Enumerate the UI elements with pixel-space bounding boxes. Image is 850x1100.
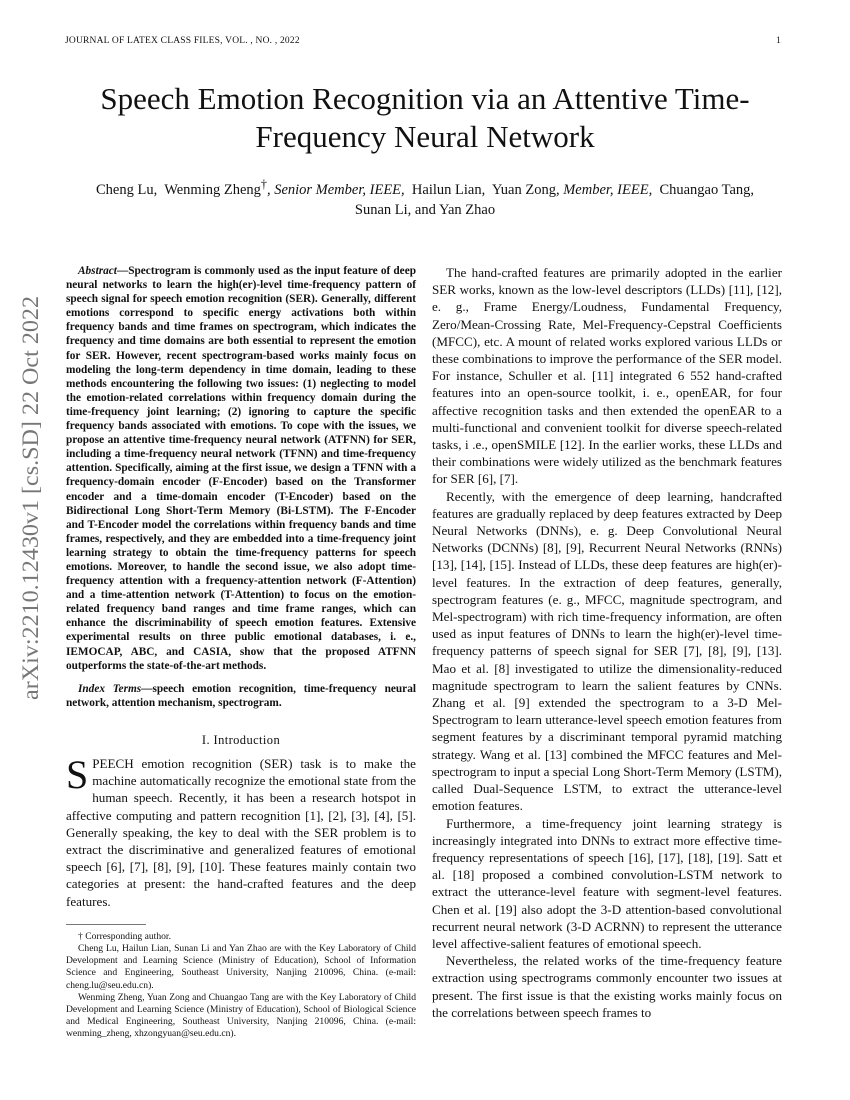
author-affiliation: , Senior Member, IEEE, (266, 181, 405, 198)
author-affiliation: Member, IEEE, (563, 181, 653, 198)
left-column (66, 264, 416, 1041)
paper-title: Speech Emotion Recognition via an Attentive Time-Frequency Neural Network (100, 81, 750, 154)
arxiv-stamp-text: arXiv:2210.12430v1 [cs.SD] 22 Oct 2022 (18, 305, 44, 700)
index-terms-text: —speech emotion recognition, time-frequency neural network, attention mechanism, spectrogram. (66, 682, 416, 709)
body-paragraph: The hand-crafted features are primarily adopted in the earlier SER works, known as the low-level descriptors (LLDs) [11], [12], e. g., Frame Energy/Loudness, Fundamental Frequency, Zero/Mean-Crossing Rate, Mel-Frequency-Cepstral Coefficients (MFCC), etc. A mount of related works explored various LLDs or these combinations to improve the performance of the SER model. For instance, Schuller et al. [11] integrated 6 552 hand-crafted features into an open-source toolkit, i. e., openEAR, for four affective recognition tasks and then extended the openEAR to a multi-functional and convenient toolkit for diverse speech-related tasks, i .e., openSMILE [12]. In the earlier works, these LLDs and their combinations were widely utilized as the benchmark features for SER [6], [7]. (432, 265, 782, 487)
footnote-affiliation: Wenming Zheng, Yuan Zong and Chuangao Tang are with the Key Laboratory of Child Development and Learning Science (Ministry of Education), School of Biological Science and Medical Engineering, Southeast University, Nanjing 210096, China. (e-mail: wenming_zheng, xhzongyuan@seu.edu.cn). (66, 991, 416, 1040)
arxiv-stamp (14, 296, 44, 704)
author-name: Wenming Zheng (164, 181, 261, 198)
page-number: 1 (776, 36, 781, 46)
drop-cap: S (66, 751, 89, 797)
running-head: JOURNAL OF LATEX CLASS FILES, VOL. , NO. , 2022 (65, 36, 300, 46)
right-column (432, 264, 782, 1021)
author-name: Yuan Zong, (491, 181, 560, 198)
author-names-line2: Sunan Li, and Yan Zhao (354, 201, 496, 218)
intro-text: PEECH emotion recognition (SER) task is to make the machine automatically recognize the emotional state from the human speech. Recently, it has been a research hotspot in affective computing and pattern recognition [1], [2], [3], [4], [5]. Generally speaking, the key to deal with the SER problem is to extract the discriminative and generalized features of emotional speech [6], [7], [8], [9], [10]. These features mainly contain two categories at present: the hand-crafted features and the deep features. (66, 755, 416, 909)
author-mark: † (260, 177, 267, 191)
abstract (66, 264, 416, 673)
footnote-divider (66, 924, 146, 925)
footnote-corresponding: † Corresponding author. (78, 930, 171, 942)
index-terms (66, 682, 416, 710)
abstract-label: Abstract (78, 265, 117, 277)
abstract-text: —Spectrogram is commonly used as the input feature of deep neural networks to learn the high(er)-level time-frequency pattern of speech signal for speech emotion recognition (SER). Generally, different emotions correspond to specific energy activations both within frequency bands and time frames on spectrogram, which indicates the frequency and time domains are both essential to represent the emotion for SER. However, recent spectrogram-based works mainly focus on modeling the long-term dependency in time domain, leading to these methods encountering the following two issues: (1) neglecting to model the emotion-related correlations within frequency domain during the time-frequency joint learning; (2) ignoring to capture the specific frequency bands associated with emotions. To cope with the issues, we propose an attentive time-frequency neural network (ATFNN) for SER, including a time-frequency neural network (TFNN) and time-frequency attention. Specifically, aiming at the first issue, we design a TFNN with a frequency-domain encoder (F-Encoder) based on the Transformer encoder and a time-domain encoder (T-Encoder) based on the Bidirectional Long Short-Term Memory (Bi-LSTM). The F-Encoder and T-Encoder model the correlations within frequency bands and time frames, respectively, and they are embedded into a time-frequency joint learning strategy to obtain the time-frequency patterns for speech emotions. Moreover, to handle the second issue, we also adopt time-frequency attention with a frequency-attention network (F-Attention) and a time-attention network (T-Attention) to focus on the emotion-related frequency band ranges and time frame ranges, which can enhance the discriminability of speech emotion features. Extensive experimental results on three public emotional databases, i. e., IEMOCAP, ABC, and CASIA, show that the proposed ATFNN outperforms the state-of-the-art methods. (66, 265, 416, 672)
index-terms-label: Index Terms (78, 682, 142, 695)
intro-paragraph (66, 751, 416, 910)
body-paragraph: Furthermore, a time-frequency joint learning strategy is increasingly integrated into DNNs to extract more effective time-frequency representations of speech [16], [17], [18], [19]. Satt et al. [18] proposed a combined convolution-LSTM network to extract the utterance-level feature with segment-level features. Chen et al. [19] also adopt the 3-D attention-based convolutional recurrent neural network (3-D ACRNN) to represent the utterance level affective-salient features of emotional speech. (432, 815, 782, 951)
author-list (60, 174, 790, 220)
footnote-affiliation: Cheng Lu, Hailun Lian, Sunan Li and Yan Zhao are with the Key Laboratory of Child Development and Learning Science (Ministry of Education), School of Information Science and Engineering, Southeast University, Nanjing 210096, China. (e-mail: cheng.lu@seu.edu.cn). (66, 942, 416, 991)
body-paragraph: Recently, with the emergence of deep learning, handcrafted features are gradually replaced by deep features extracted by Deep Neural Networks (DNNs), e. g. Deep Convolutional Neural Networks (DCNNs) [8], [9], Recurrent Neural Networks (RNNs) [13], [14], [15]. Instead of LLDs, these deep features are high(er)-level features. In the extraction of deep features, generally, spectrogram features (e. g., MFCC, magnitude spectrogram, and Mel-spectrogram) with rich time-frequency information, are often used as input features of DNNs to learn the high(er)-level time-frequency patterns of speech signal for SER [7], [8], [9], [13]. Mao et al. [8] investigated to utilize the dimensionality-reduced magnitude spectrogram to learn the salient features by CNNs. Zhang et al. [9] extended the spectrogram to a 3-D Mel-Spectrogram to learn utterance-level speech emotion features from segment features by a discriminant temporal pyramid matching strategy. Wang et al. [13] combined the MFCC features and Mel-spectrogram to input a special Long Short-Term Memory (LSTM), called Dual-Sequence LSTM, to extract the utterance-level emotion features. (432, 488, 782, 814)
author-name: Hailun Lian, (411, 181, 486, 198)
author-name: Cheng Lu, (95, 181, 158, 198)
section-heading: I. Introduction (201, 732, 281, 747)
body-paragraph: Nevertheless, the related works of the time-frequency feature extraction using spectrograms commonly encounter two issues at present. The first issue is that the existing works mainly focus on the correlations between speech frames to (432, 953, 782, 1020)
author-name: Chuangao Tang, (659, 181, 755, 198)
